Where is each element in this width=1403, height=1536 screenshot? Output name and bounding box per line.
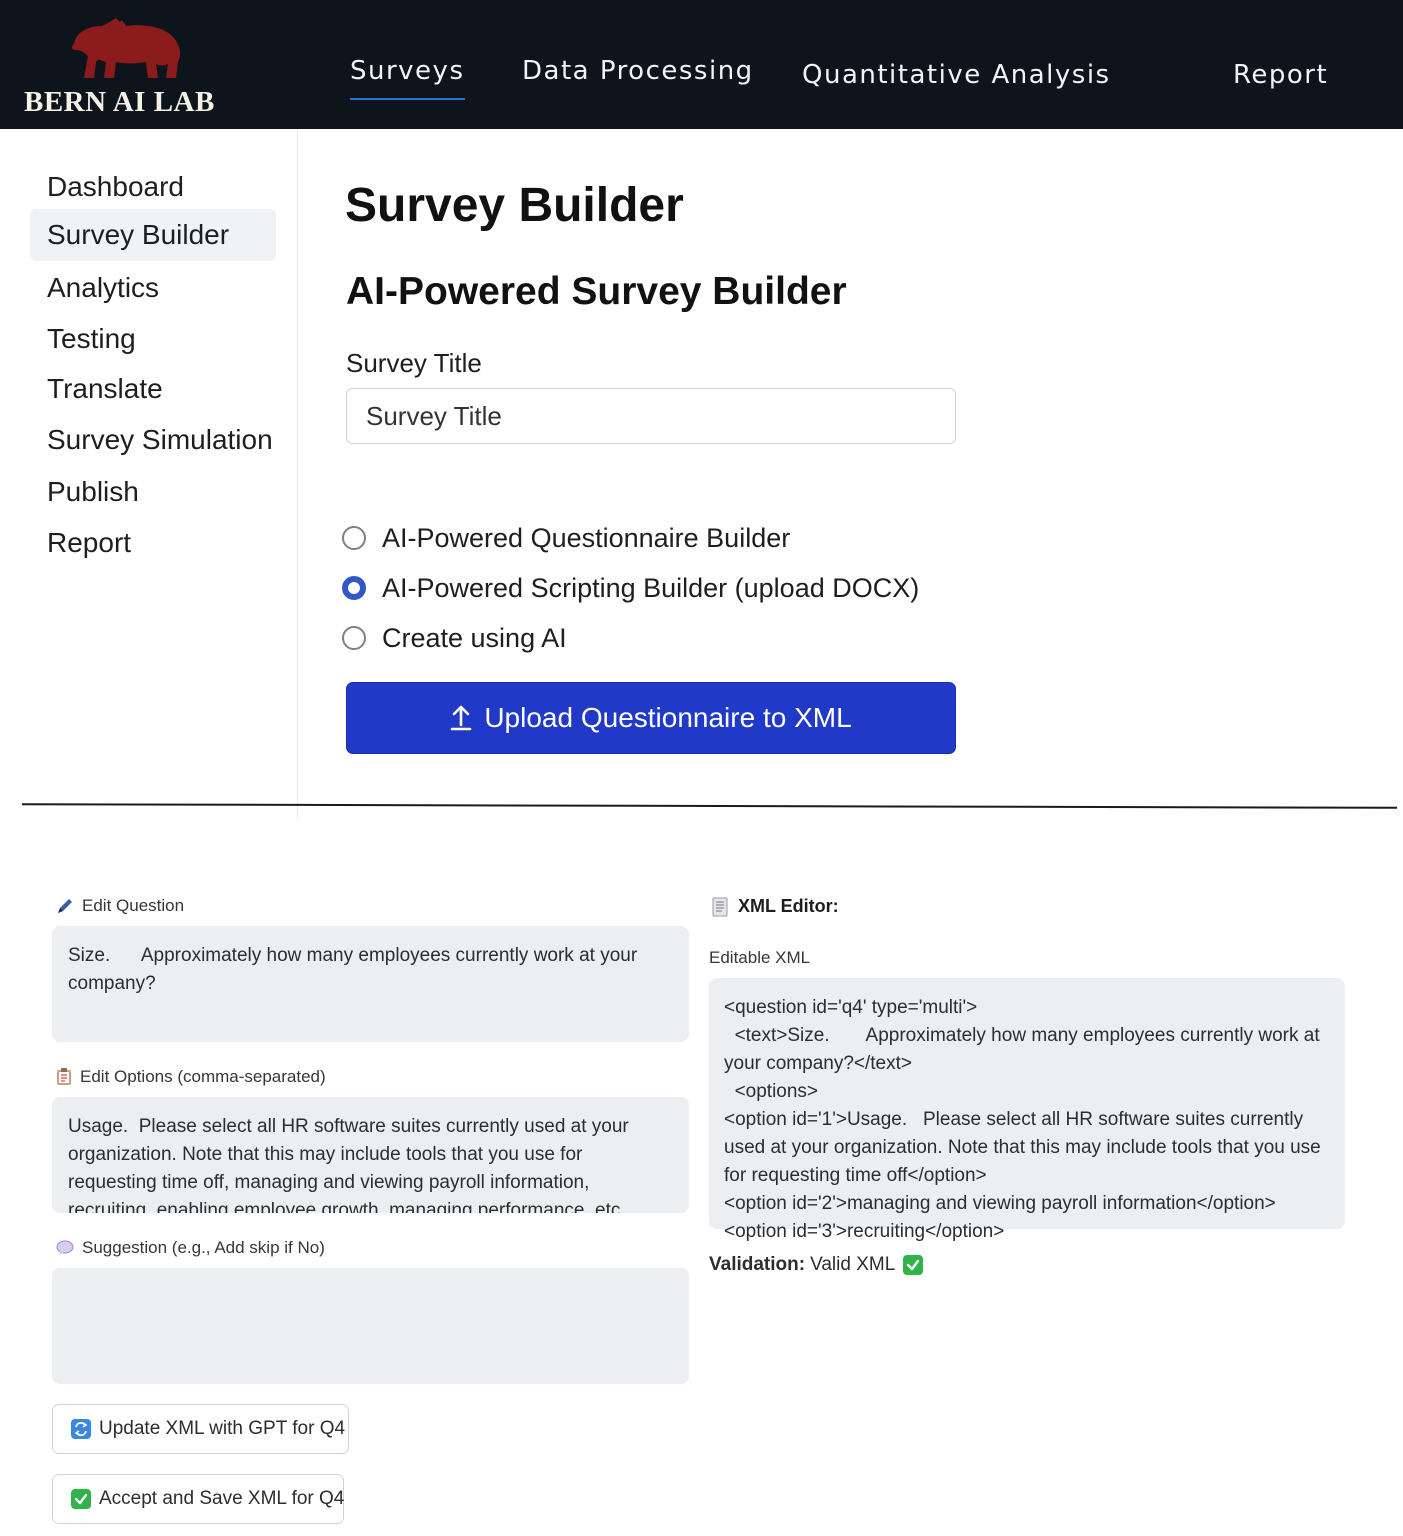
suggestion-label-text: Suggestion (e.g., Add skip if No) (82, 1238, 325, 1257)
upload-button-label: Upload Questionnaire to XML (484, 702, 852, 733)
mode-option-questionnaire-builder[interactable] (342, 518, 790, 558)
radio-unchecked-icon[interactable] (342, 626, 366, 650)
edit-options-label (56, 1067, 326, 1087)
check-mark-icon (903, 1255, 923, 1275)
xml-editor-heading-text: XML Editor: (738, 896, 839, 916)
sidebar-item-analytics[interactable]: Analytics (47, 272, 160, 303)
radio-unchecked-icon[interactable] (342, 526, 366, 550)
page-icon (712, 897, 728, 917)
accept-save-xml-button[interactable] (52, 1474, 344, 1524)
sidebar-item-testing[interactable]: Testing (47, 323, 136, 354)
nav-quantitative-analysis[interactable]: Quantitative Analysis (802, 60, 1111, 90)
suggestion-label (56, 1238, 325, 1258)
bear-logo-icon (66, 14, 186, 84)
check-mark-icon (71, 1489, 91, 1509)
page-title: Survey Builder (345, 179, 684, 232)
brand-logo[interactable] (18, 10, 228, 120)
nav-data-processing[interactable]: Data Processing (522, 56, 754, 86)
validation-label: Validation: (709, 1254, 806, 1275)
refresh-icon (71, 1419, 91, 1439)
sidebar-item-dashboard[interactable]: Dashboard (47, 171, 184, 202)
mode-option-label: Create using AI (382, 622, 567, 653)
clipboard-icon (56, 1068, 72, 1086)
xml-editor-heading (712, 896, 839, 917)
pencil-icon (56, 897, 74, 915)
upload-arrow-icon (450, 704, 472, 732)
suggestion-textarea[interactable] (52, 1268, 689, 1384)
editable-xml-label: Editable XML (709, 948, 811, 967)
mode-option-label: AI-Powered Scripting Builder (upload DOCX) (382, 572, 920, 603)
sidebar-item-translate[interactable]: Translate (47, 373, 163, 404)
section-subtitle: AI-Powered Survey Builder (346, 270, 847, 313)
validation-status (709, 1254, 923, 1276)
update-xml-gpt-label: Update XML with GPT for Q4 (99, 1418, 346, 1439)
sidebar-item-survey-simulation[interactable]: Survey Simulation (47, 424, 273, 455)
sidebar-item-publish[interactable]: Publish (47, 476, 139, 507)
xml-editor-textarea[interactable]: <question id='q4' type='multi'> <text>Size. Approximately how many employees currently work at your company?</text> <options> <option id='1'>Usage. Please select all HR software suites currently used at your organization. Note that this may include tools that you use for requesting time off</option> <option id='2'>managing and viewing payroll information</option> <option id='3'>recruiting</option> (709, 978, 1345, 1229)
nav-surveys[interactable]: Surveys (350, 56, 465, 86)
upload-questionnaire-button[interactable] (346, 682, 956, 754)
survey-title-label: Survey Title (346, 348, 482, 378)
mode-option-create-using-ai[interactable] (342, 618, 567, 658)
sidebar-item-report[interactable]: Report (47, 527, 132, 558)
radio-checked-icon[interactable] (342, 576, 366, 600)
sidebar (0, 129, 298, 819)
nav-report[interactable]: Report (1233, 60, 1329, 90)
edit-options-label-text: Edit Options (comma-separated) (80, 1067, 326, 1086)
speech-bubble-icon (56, 1240, 74, 1256)
mode-option-scripting-builder[interactable] (342, 568, 919, 608)
mode-option-label: AI-Powered Questionnaire Builder (382, 522, 791, 553)
top-navigation-bar (0, 0, 1403, 129)
validation-value: Valid XML (810, 1254, 896, 1275)
edit-options-textarea[interactable] (52, 1097, 689, 1213)
brand-name: BERN AI LAB (24, 86, 215, 118)
accept-save-xml-label: Accept and Save XML for Q4 (99, 1488, 345, 1509)
survey-title-input[interactable] (346, 388, 956, 444)
edit-question-label (56, 896, 184, 916)
sidebar-item-survey-builder[interactable]: Survey Builder (30, 209, 276, 261)
edit-question-textarea[interactable] (52, 926, 689, 1042)
edit-question-label-text: Edit Question (82, 896, 185, 915)
update-xml-gpt-button[interactable] (52, 1404, 349, 1454)
